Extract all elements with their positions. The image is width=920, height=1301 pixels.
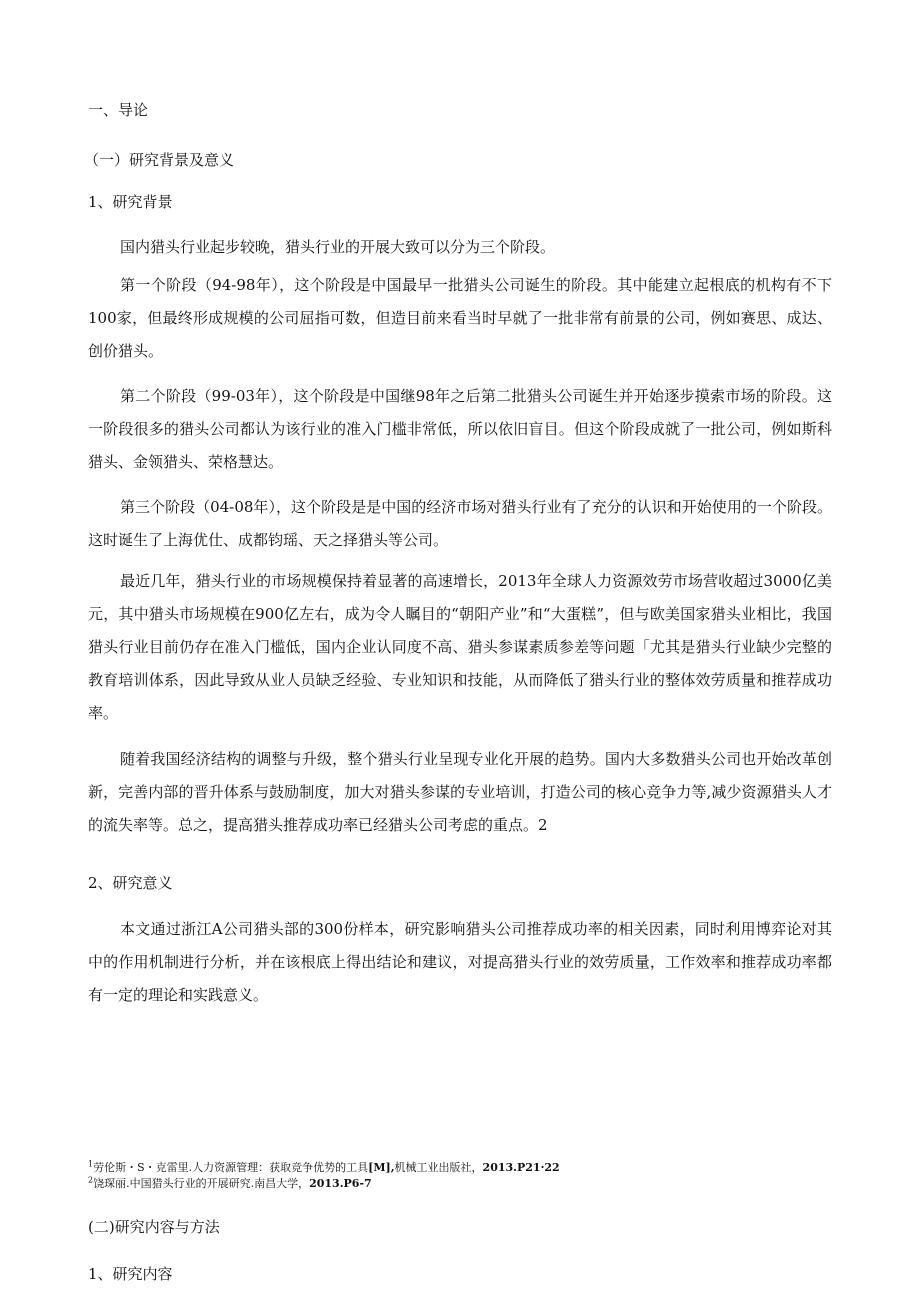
paragraph-stage-two: 第二个阶段（99-03年），这个阶段是中国继98年之后第二批猎头公司诞生并开始逐步摸索市场的阶段。这一阶段很多的猎头公司都认为该行业的准入门槛非常低，所以依旧盲目。但这个阶段成就了一批公司，例如斯科猎头、金领猎头、荣格慧达。 — [88, 387, 832, 471]
footnote-1 — [88, 1160, 832, 1176]
footnote-text: 饶琛丽.中国猎头行业的开展研究.南昌大学， — [93, 1177, 310, 1190]
paragraph-intro: 国内猎头行业起步较晚，猎头行业的开展大致可以分为三个阶段。 — [120, 238, 556, 256]
chapter-heading: 一、导论 — [88, 101, 149, 119]
footnote-publisher: 机械工业出版社， — [394, 1161, 483, 1174]
subsection-heading-content: 1、研究内容 — [88, 1265, 173, 1283]
footnote-2 — [88, 1176, 832, 1192]
paragraph-market-size: 最近几年，猎头行业的市场规模保持着显著的高速增长，2013年全球人力资源效劳市场营收超过3000亿美元，其中猎头市场规模在900亿左右，成为令人瞩目的“朝阳产业”和“大蛋糕”，但与欧美国家猎头业相比，我国猎头行业目前仍存在准入门槛低，国内企业认同度不高、猎头参谋素质参差等问题「尤其是猎头行业缺少完整的教育培训体系，因此导致从业人员缺乏经验、专业知识和技能，从而降低了猎头行业的整体效劳质量和推荐成功率。 — [88, 572, 832, 722]
section-heading: （一）研究背景及意义 — [84, 151, 235, 169]
paragraph-stage-one: 第一个阶段（94-98年），这个阶段是中国最早一批猎头公司诞生的阶段。其中能建立起根底的机构有不下100家，但最终形成规模的公司屈指可数，但造目前来看当时早就了一批非常有前景的公司，例如赛思、成达、创价猎头。 — [88, 276, 832, 360]
footnote-type-mark: [M], — [368, 1161, 395, 1174]
footnotes — [88, 1160, 832, 1192]
subsection-heading-significance: 2、研究意义 — [88, 874, 173, 892]
footnote-year-pages: 2013.P21·22 — [482, 1161, 560, 1174]
footnote-mark: 1 — [88, 1159, 94, 1169]
subsection-heading-background: 1、研究背景 — [88, 193, 173, 211]
paragraph-significance: 本文通过浙江A公司猎头部的300份样本，研究影响猎头公司推荐成功率的相关因素，同时利用博弈论对其中的作用机制进行分析，并在该根底上得出结论和建议，对提高猎头行业的效劳质量，工作效率和推荐成功率都有一定的理论和实践意义。 — [88, 920, 832, 1004]
footnote-text: 劳伦斯・S・克雷里.人力资源管理：获取竞争优势的工具 — [93, 1161, 369, 1174]
footnote-mark: 2 — [88, 1175, 94, 1185]
paragraph-stage-three: 第三个阶段（04-08年），这个阶段是是中国的经济市场对猎头行业有了充分的认识和开始使用的一个阶段。这时诞生了上海优仕、成都钧瑶、天之择猎头等公司。 — [88, 498, 832, 549]
section-heading-content-methods: (二)研究内容与方法 — [88, 1218, 220, 1236]
footnote-year-pages: 2013.P6-7 — [309, 1177, 372, 1190]
paragraph-trend: 随着我国经济结构的调整与升级，整个猎头行业呈现专业化开展的趋势。国内大多数猎头公司也开始改革创新，完善内部的晋升体系与鼓励制度，加大对猎头参谋的专业培训，打造公司的核心竞争力等,减少资源猎头人才的流失率等。总之，提高猎头推荐成功率已经猎头公司考虑的重点。2 — [88, 750, 832, 834]
